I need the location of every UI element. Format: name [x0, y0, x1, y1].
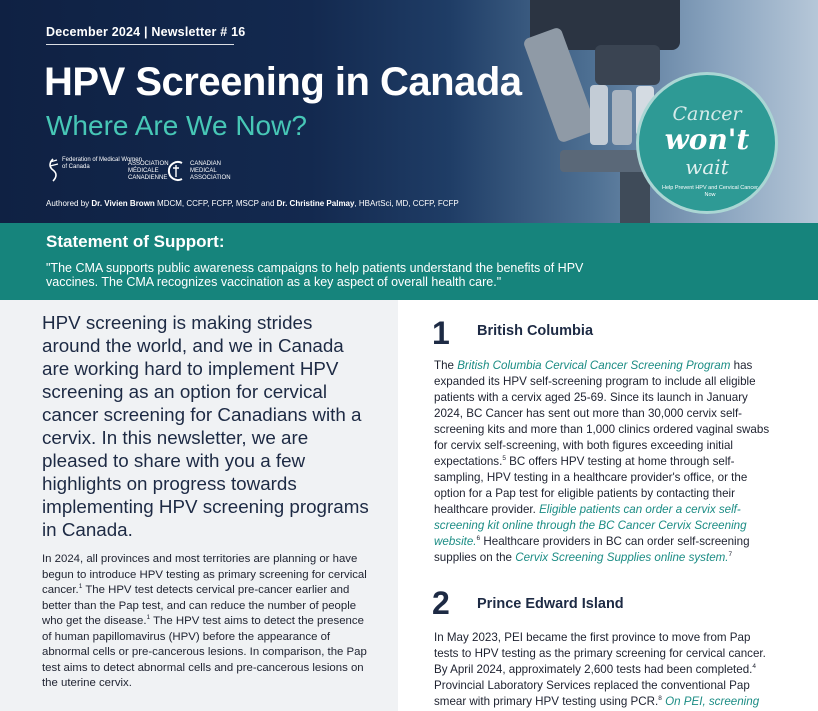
- statement-of-support: [0, 223, 818, 300]
- section-body-bc: The British Columbia Cervical Cancer Screening Program has expanded its HPV self-screening program to include all eligible patients with a cervix aged 25-69. Since its launch in January 2024, BC Cancer has sent out more than 30,000 cervix self-screening kits and more than 1,000 clinics ordered vaginal swabs for cervix self-screening, with both figures exceeding initial expectations.$^5$ BC offers HPV testing at home through self-sampling, HPV testing in a healthcare provider's office, or the option for a Pap test for eligible patients by contacting their healthcare provider. Eligible patients can order a cervix self-screening kit online through the BC Cancer Cervix Screening website.$^6$ Healthcare providers in BC can order self-screening supplies on the Cervix Screening Supplies online system.$^7$: [434, 359, 770, 564]
- bc-self-screening-link[interactable]: Eligible patients can order a cervix self-screening kit online through the BC Cancer Cervix Screening website.: [434, 503, 747, 548]
- bc-program-link[interactable]: British Columbia Cervical Cancer Screening Program: [457, 359, 731, 372]
- section-title-bc: British Columbia: [477, 323, 594, 339]
- divider: [46, 44, 234, 45]
- page-subtitle: Where Are We Now?: [46, 110, 307, 141]
- badge-line3: wait: [685, 155, 729, 179]
- author-line: Authored by Dr. Vivien Brown MDCM, CCFP, FCFP, MSCP and Dr. Christine Palmay, HBArtSci, MD, CCFP, FCFP: [46, 199, 459, 208]
- cma-logo-fr: ASSOCIATION MÉDICALE CANADIENNE: [128, 161, 169, 181]
- header-banner: [0, 0, 818, 223]
- intro-paragraph: In 2024, all provinces and most territories are planning or have begun to introduce HPV testing as primary screening for cervical cancer.$^1$ The HPV test detects cervical pre-cancer earlier and better than the Pap test, and can reduce the number of people who get the disease.$^1$ The HPV test aims to detect the presence of human papillomavirus (HPV) before the appearance of abnormal cells or pre-cancerous lesions. In comparison, the Pap test aims to detect abnormal cells and pre-cancerous lesions on the uterine cervix.: [42, 553, 367, 689]
- section-body-pei: In May 2023, PEI became the first province to move from Pap tests to HPV testing as the primary screening for cervical cancer. By April 2024, approximately 2,600 tests had been completed.$^4$ Provincial Laboratory Services replaced the conventional Pap smear with primary HPV testing using PCR.$^8$ On PEI, screening: [434, 631, 766, 708]
- pei-screening-link[interactable]: On PEI, screening: [661, 695, 760, 708]
- cma-logo-en: CANADIAN MEDICAL ASSOCIATION: [190, 161, 231, 181]
- section-number: 1: [432, 315, 450, 351]
- section-title-pei: Prince Edward Island: [477, 596, 624, 612]
- page-title: HPV Screening in Canada: [44, 60, 522, 104]
- badge-tagline: Help Prevent HPV and Cervical Cancer Now: [662, 185, 758, 198]
- issue-date: December 2024 | Newsletter # 16: [46, 25, 246, 39]
- lead-paragraph: HPV screening is making strides around the world, and we in Canada are working hard to implement HPV screening as an option for cervical cancer screening for Canadians with a cervix. In this newsletter, we are pleased to share with you a few highlights on progress towards implementing HPV screening programs in Canada.: [42, 312, 369, 540]
- provinces-column: [398, 300, 818, 711]
- cancer-wont-wait-badge: [636, 72, 778, 214]
- cma-logo-icon: [166, 160, 186, 182]
- support-quote: "The CMA supports public awareness campaigns to help patients understand the benefits of HPV vaccines. The CMA recognizes vaccination as a key aspect of overall health care.": [46, 261, 584, 289]
- section-number: 2: [432, 585, 450, 621]
- badge-line1: Cancer: [672, 103, 742, 125]
- intro-column: [0, 300, 398, 711]
- fmwc-logo-icon: [46, 157, 60, 183]
- support-heading: Statement of Support:: [46, 232, 225, 251]
- fmwc-logo-text: Federation of Medical Women of Canada: [62, 157, 142, 170]
- badge-line2: won't: [664, 123, 750, 156]
- bc-supplies-link[interactable]: Cervix Screening Supplies online system.: [515, 551, 729, 564]
